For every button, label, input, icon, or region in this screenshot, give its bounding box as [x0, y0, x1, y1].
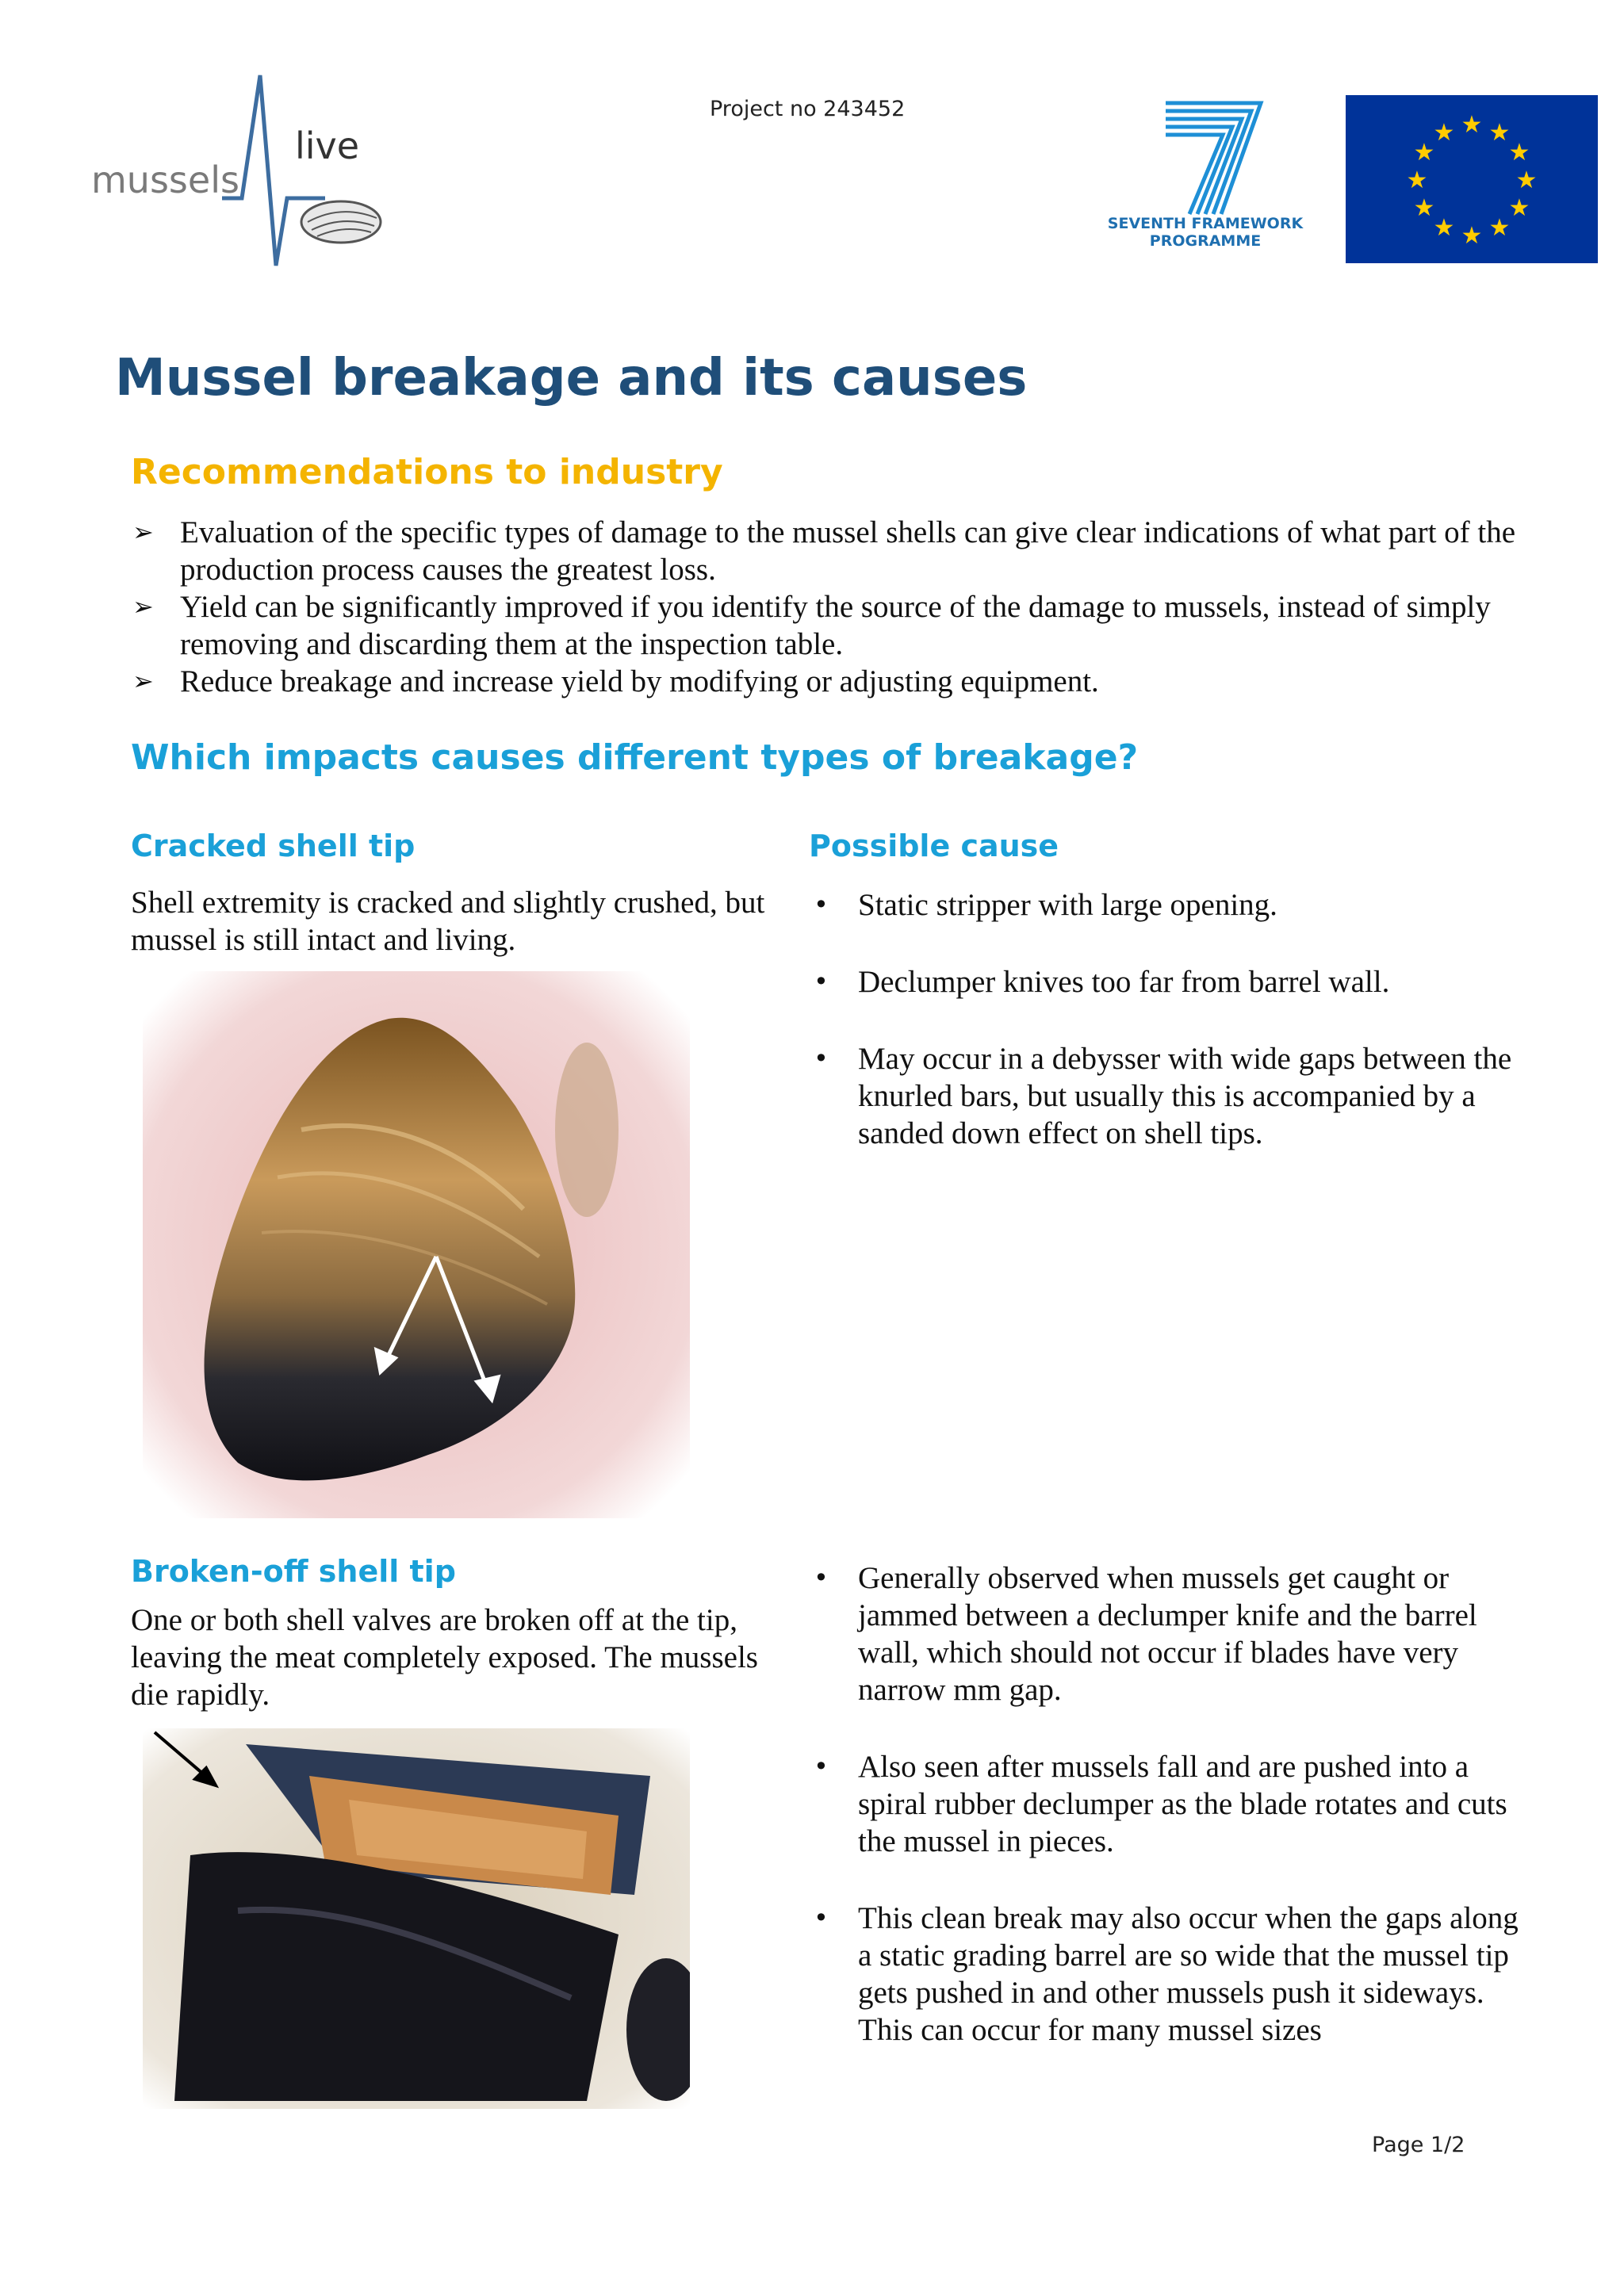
svg-text:★: ★ [1488, 214, 1511, 242]
arrowhead-icon: ➢ [132, 591, 154, 622]
eu-flag-icon [1346, 95, 1598, 263]
arrowhead-icon: ➢ [132, 666, 154, 696]
cracked-causes-list [809, 886, 1538, 1192]
list-item: ➢ Reduce breakage and increase yield by modifying or adjusting equipment. [132, 664, 1099, 698]
logo-mussels-text: mussels [91, 159, 239, 201]
cracked-shell-description: Shell extremity is cracked and slightly crushed, but mussel is still intact and living. [131, 886, 765, 957]
logo-alive-text: live [295, 124, 360, 167]
bullet-icon: • [814, 1751, 829, 1781]
page-number: Page 1/2 [1372, 2133, 1465, 2157]
list-item: • Also seen after mussels fall and are pushed into a spiral rubber declumper as the blade rotates and cuts the mussel in pieces. [814, 1750, 1507, 1858]
svg-text:★: ★ [1461, 222, 1483, 250]
broken-shell-description: One or both shell valves are broken off at the tip, leaving the meat completely exposed. The mussels die rapidly. [131, 1603, 758, 1712]
svg-text:★: ★ [1406, 166, 1428, 194]
list-item: • Generally observed when mussels get caught or jammed between a declumper knife and the barrel wall, which should not occur if blades have very narrow mm gap. [814, 1561, 1477, 1707]
impacts-heading: Which impacts causes different types of breakage? [131, 737, 1139, 778]
svg-text:★: ★ [1413, 139, 1435, 166]
cracked-shell-heading: Cracked shell tip [131, 828, 416, 863]
mussel-shell-icon [301, 201, 381, 243]
list-item: • Static stripper with large opening. [814, 888, 1277, 922]
svg-text:★: ★ [1413, 194, 1435, 222]
recommendations-list [131, 514, 1526, 700]
list-item: • May occur in a debysser with wide gaps between the knurled bars, but usually this is accompanied by a sanded down effect on shell tips. [814, 1042, 1512, 1150]
bullet-icon: • [814, 1903, 829, 1933]
cracked-mussel-photo [143, 971, 690, 1518]
bullet-icon: • [814, 1043, 829, 1073]
arrowhead-icon: ➢ [132, 517, 154, 547]
list-item: • Declumper knives too far from barrel wall. [814, 965, 1390, 999]
svg-text:★: ★ [1433, 214, 1455, 242]
svg-text:★: ★ [1508, 139, 1530, 166]
broken-shell-heading: Broken-off shell tip [131, 1554, 456, 1589]
list-item: ➢ Evaluation of the specific types of damage to the mussel shells can give clear indications of what part of the production process causes the greatest loss. [132, 515, 1516, 587]
svg-text:★: ★ [1508, 194, 1530, 222]
bullet-icon: • [814, 1563, 829, 1593]
list-item: • This clean break may also occur when the gaps along a static grading barrel are so wide that the mussel tip gets pushed in and other mussels push it sideways. This can occur for many mussel sizes [814, 1901, 1519, 2047]
svg-text:★: ★ [1433, 119, 1455, 147]
recommendations-heading: Recommendations to industry [131, 452, 723, 492]
svg-text:★: ★ [1461, 111, 1483, 139]
svg-text:★: ★ [1488, 119, 1511, 147]
bullet-icon: • [814, 966, 829, 997]
broken-causes-list [809, 1559, 1538, 2088]
svg-text:★: ★ [1515, 166, 1538, 194]
project-number: Project no 243452 [710, 97, 906, 121]
bullet-icon: • [814, 890, 829, 920]
fp7-line2: PROGRAMME [1149, 232, 1262, 250]
fp7-logo [1102, 95, 1308, 270]
list-item: ➢ Yield can be significantly improved if you identify the source of the damage to mussels, instead of simply removing and discarding them at the inspection table. [132, 590, 1491, 661]
fp7-line1: SEVENTH FRAMEWORK [1107, 215, 1304, 232]
broken-mussel-photo [143, 1728, 690, 2109]
mussels-alive-logo [87, 67, 389, 274]
page-title: Mussel breakage and its causes [115, 349, 1028, 408]
possible-cause-heading: Possible cause [809, 828, 1059, 863]
